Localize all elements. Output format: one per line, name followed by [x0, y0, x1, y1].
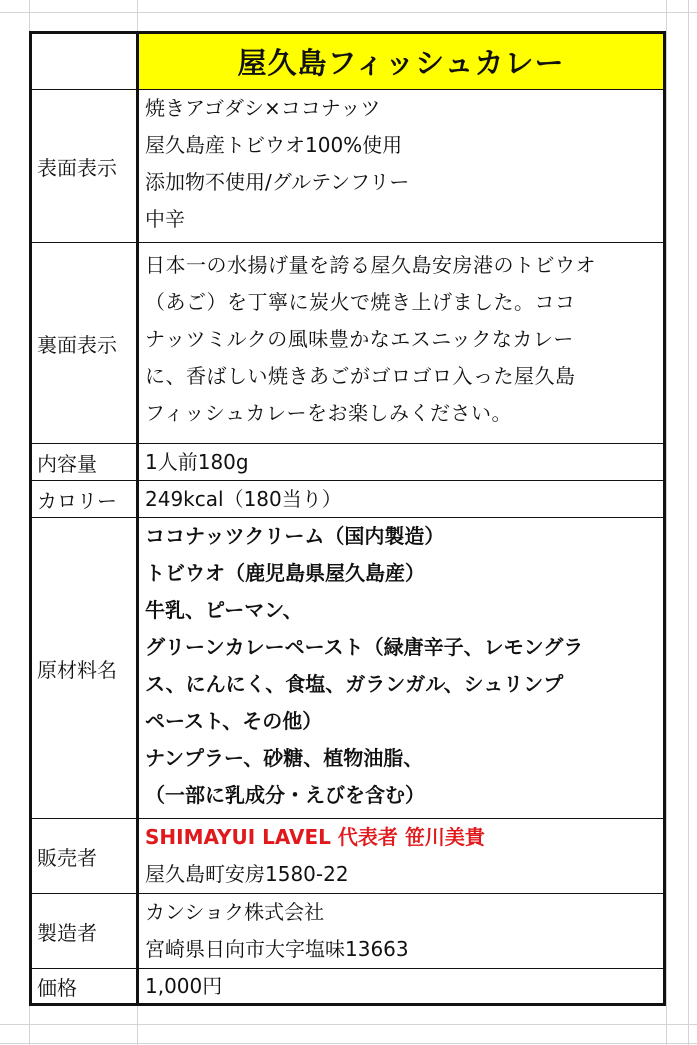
ingredients-value[interactable]: [139, 518, 663, 818]
seller-name: SHIMAYUI LAVEL 代表者 笹川美貴: [145, 825, 485, 849]
back-line: 日本一の水揚げ量を誇る屋久島安房港のトビウオ: [145, 253, 596, 277]
title-row[interactable]: [32, 34, 663, 90]
back-line: フィッシュカレーをお楽しみください。: [145, 401, 512, 425]
calories-label: カロリー: [32, 481, 139, 517]
manufacturer-name: カンショク株式会社: [145, 900, 325, 924]
price-row[interactable]: [32, 969, 663, 1003]
price-label: 価格: [32, 969, 139, 1003]
ingredients-label: 原材料名: [32, 518, 139, 818]
seller-address: 屋久島町安房1580-22: [145, 862, 349, 886]
back-display-row[interactable]: [32, 243, 663, 444]
manufacturer-row[interactable]: [32, 894, 663, 969]
grid-row-line: [0, 1024, 697, 1025]
back-line: （あご）を丁寧に炭火で焼き上げました。ココ: [145, 290, 576, 314]
product-label-table: [29, 31, 666, 1006]
back-line: に、香ばしい焼きあごがゴロゴロ入った屋久島: [145, 364, 576, 388]
ingredient-line: ココナッツクリーム（国内製造）: [145, 524, 445, 548]
product-title[interactable]: 屋久島フィッシュカレー: [139, 34, 663, 89]
seller-label: 販売者: [32, 819, 139, 893]
contents-row[interactable]: [32, 444, 663, 481]
price-text: 1,000円: [145, 974, 223, 998]
ingredient-line: （一部に乳成分・えびを含む）: [145, 783, 425, 807]
front-line: 屋久島産トビウオ100%使用: [145, 133, 403, 157]
back-display-value[interactable]: [139, 243, 663, 443]
ingredients-row[interactable]: [32, 518, 663, 819]
contents-text: 1人前180g: [145, 450, 249, 474]
manufacturer-label: 製造者: [32, 894, 139, 968]
manufacturer-value[interactable]: [139, 894, 663, 968]
ingredient-line: トビウオ（鹿児島県屋久島産）: [145, 561, 425, 585]
front-display-label: 表面表示: [32, 90, 139, 242]
ingredient-line: グリーンカレーペースト（緑唐辛子、レモングラ: [145, 635, 584, 659]
seller-row[interactable]: [32, 819, 663, 894]
front-line: 添加物不使用/グルテンフリー: [145, 170, 410, 194]
contents-value[interactable]: [139, 444, 663, 480]
calories-text: 249kcal（180当り）: [145, 487, 342, 511]
front-line: 中辛: [145, 207, 185, 231]
front-display-value[interactable]: [139, 90, 663, 242]
front-display-row[interactable]: [32, 90, 663, 243]
ingredient-line: ス、にんにく、食塩、ガランガル、シュリンプ: [145, 672, 564, 696]
manufacturer-address: 宮崎県日向市大字塩味13663: [145, 937, 409, 961]
back-display-label: 裏面表示: [32, 243, 139, 443]
grid-column-line: [666, 0, 667, 1045]
grid-column-line: [688, 0, 689, 1045]
front-line: 焼きアゴダシ×ココナッツ: [145, 96, 381, 120]
price-value[interactable]: [139, 969, 663, 1003]
empty-header-cell[interactable]: [32, 34, 139, 89]
ingredient-line: ナンプラー、砂糖、植物油脂、: [145, 746, 424, 770]
grid-row-line: [0, 1043, 697, 1044]
ingredient-line: 牛乳、ピーマン、: [145, 598, 303, 622]
seller-value[interactable]: [139, 819, 663, 893]
calories-value[interactable]: [139, 481, 663, 517]
grid-row-line: [0, 12, 697, 13]
calories-row[interactable]: [32, 481, 663, 518]
back-line: ナッツミルクの風味豊かなエスニックなカレー: [145, 327, 574, 351]
contents-label: 内容量: [32, 444, 139, 480]
ingredient-line: ペースト、その他）: [145, 709, 323, 733]
